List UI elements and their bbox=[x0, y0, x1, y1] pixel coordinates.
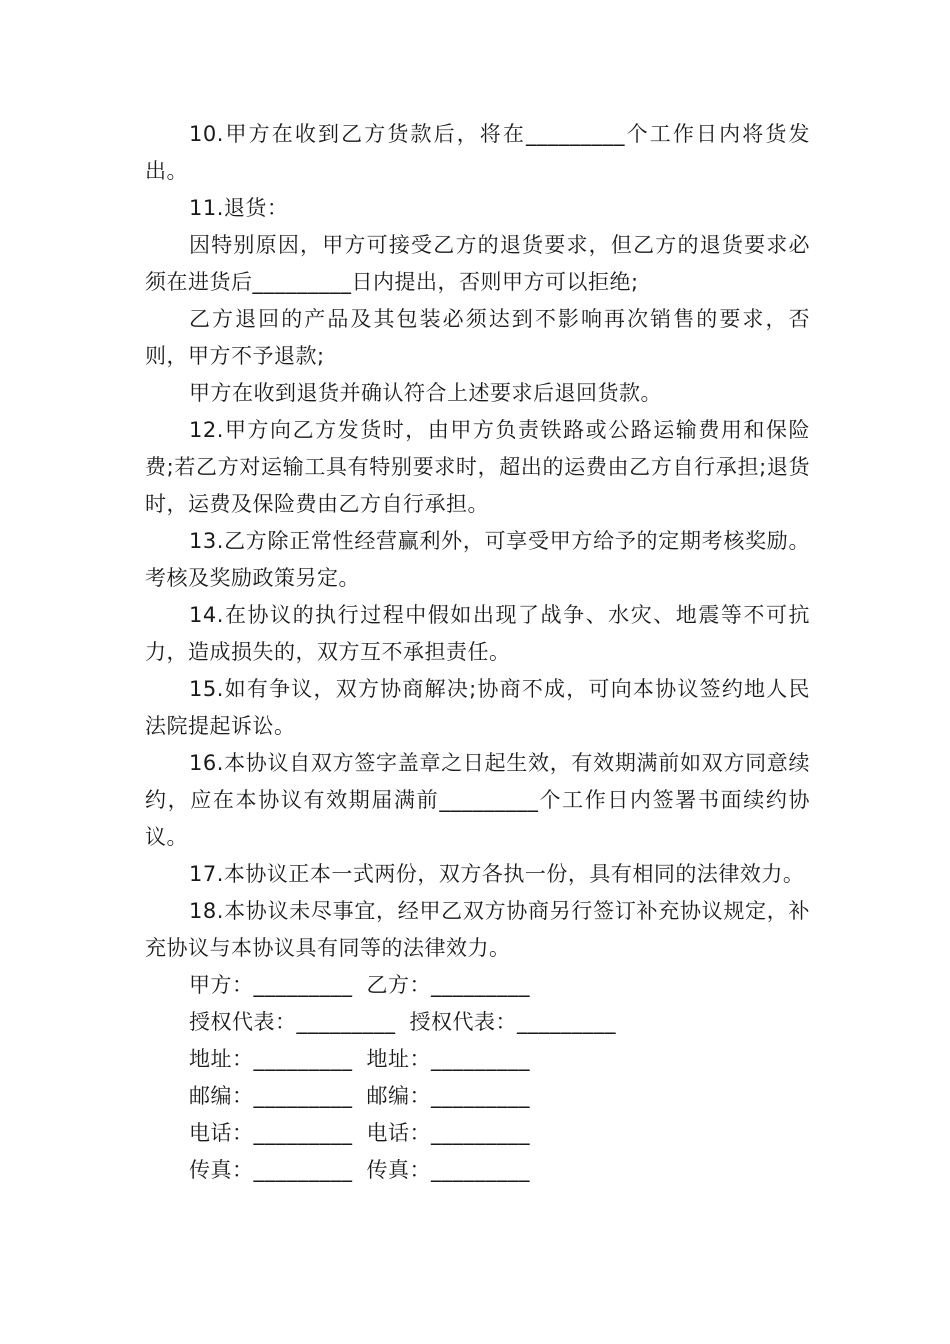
party-a-phone-field: 电话：_________ bbox=[189, 1121, 353, 1145]
clause-18: 18.本协议未尽事宜，经甲乙双方协商另行签订补充协议规定，补充协议与本协议具有同等的法律效力。 bbox=[145, 899, 810, 960]
clause-11-item-1: 因特别原因，甲方可接受乙方的退货要求，但乙方的退货要求必须在进货后_________日内提出，否则甲方可以拒绝; bbox=[145, 233, 810, 294]
clause-13: 13.乙方除正常性经营赢利外，可享受甲方给予的定期考核奖励。考核及奖励政策另定。 bbox=[145, 529, 810, 590]
clause-10: 10.甲方在收到乙方货款后，将在_________个工作日内将货发出。 bbox=[145, 122, 810, 183]
clause-11-item-2: 乙方退回的产品及其包装必须达到不影响再次销售的要求，否则，甲方不予退款; bbox=[145, 307, 810, 368]
party-b-representative-field: 授权代表：_________ bbox=[409, 1010, 616, 1034]
clause-16: 16.本协议自双方签字盖章之日起生效，有效期满前如双方同意续约，应在本协议有效期届满前_________个工作日内签署书面续约协议。 bbox=[145, 751, 810, 849]
clause-11-heading: 11.退货： bbox=[189, 196, 289, 220]
clause-15: 15.如有争议，双方协商解决;协商不成，可向本协议签约地人民法院提起诉讼。 bbox=[145, 677, 810, 738]
party-b-field: 乙方：_________ bbox=[366, 973, 530, 997]
party-a-field: 甲方：_________ bbox=[189, 973, 353, 997]
signature-block bbox=[145, 967, 810, 1189]
party-b-phone-field: 电话：_________ bbox=[366, 1121, 530, 1145]
party-a-fax-field: 传真：_________ bbox=[189, 1158, 353, 1182]
signature-row-postcode bbox=[145, 1078, 810, 1115]
clause-17: 17.本协议正本一式两份，双方各执一份，具有相同的法律效力。 bbox=[189, 862, 805, 886]
party-a-postcode-field: 邮编：_________ bbox=[189, 1084, 353, 1108]
party-b-address-field: 地址：_________ bbox=[366, 1047, 530, 1071]
clause-11-item-3: 甲方在收到退货并确认符合上述要求后退回货款。 bbox=[189, 381, 662, 405]
signature-row-representative bbox=[145, 1004, 810, 1041]
clause-14: 14.在协议的执行过程中假如出现了战争、水灾、地震等不可抗力，造成损失的，双方互不承担责任。 bbox=[145, 603, 810, 664]
party-b-postcode-field: 邮编：_________ bbox=[366, 1084, 530, 1108]
signature-row-phone bbox=[145, 1115, 810, 1152]
party-b-fax-field: 传真：_________ bbox=[366, 1158, 530, 1182]
signature-row-fax bbox=[145, 1152, 810, 1189]
signature-row-party bbox=[145, 967, 810, 1004]
signature-row-address bbox=[145, 1041, 810, 1078]
party-a-address-field: 地址：_________ bbox=[189, 1047, 353, 1071]
clause-12: 12.甲方向乙方发货时，由甲方负责铁路或公路运输费用和保险费;若乙方对运输工具有特别要求时，超出的运费由乙方自行承担;退货时，运费及保险费由乙方自行承担。 bbox=[145, 418, 810, 516]
document-body bbox=[145, 116, 810, 1189]
party-a-representative-field: 授权代表：_________ bbox=[189, 1010, 396, 1034]
